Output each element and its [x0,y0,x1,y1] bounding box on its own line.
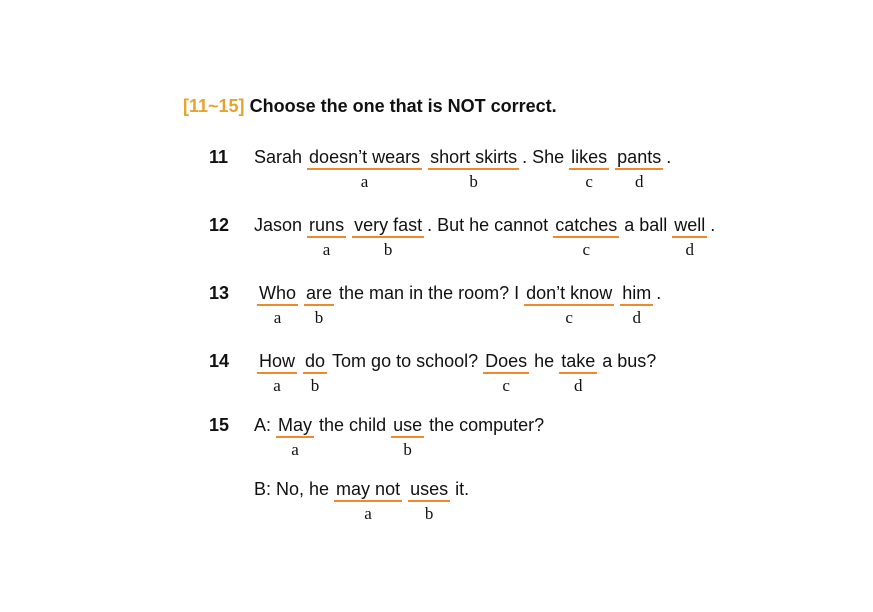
option-d [559,350,597,395]
option-d [620,282,653,327]
question-sentence [254,350,658,395]
underlined-phrase: don’t know [526,283,613,303]
underlined-phrase: Does [485,351,528,371]
underlined-phrase: likes [571,147,608,167]
sentence-text: Tom go to school? [332,351,479,371]
underlined-phrase: May [278,415,313,435]
question-sentence [254,414,546,459]
underlined-phrase: very fast [354,215,423,235]
option-b [428,146,519,191]
sentence-text: a ball [624,215,668,235]
underlined-phrase: use [393,415,423,435]
option-b [391,414,424,459]
option-d [672,214,707,259]
sentence-text: A: [254,415,272,435]
question-number: 14 [209,351,230,371]
sentence-text: . [666,147,672,167]
question-sentence [254,478,471,523]
underlined-phrase: well [674,215,706,235]
sentence-text: he [534,351,555,371]
option-a [276,414,314,459]
option-a [257,282,298,327]
option-c [553,214,619,259]
section-heading [183,96,557,117]
option-letter: a [273,308,282,327]
option-letter: a [364,504,372,523]
question-number: 12 [209,215,230,235]
underlined-phrase: Who [259,283,297,303]
underlined-phrase: pants [617,147,662,167]
option-letter: a [360,172,369,191]
question-number: 15 [209,415,230,435]
option-letter: b [383,240,393,259]
sentence-text: the computer? [429,415,545,435]
option-a [307,146,422,191]
question-range: [11~15] [183,96,245,116]
option-letter: c [585,172,593,191]
underlined-phrase: short skirts [430,147,518,167]
sentence-text: . [656,283,662,303]
sentence-text: B: No, he [254,479,330,499]
question-sentence [254,282,663,327]
option-letter: b [403,440,412,459]
question-number: 13 [209,283,230,303]
underlined-phrase: doesn’t wears [309,147,421,167]
underlined-phrase: him [622,283,652,303]
option-letter: a [273,376,281,395]
underlined-phrase: uses [410,479,449,499]
option-b [303,350,327,395]
question-sentence [254,214,717,259]
option-b [304,282,334,327]
sentence-text: Jason [254,215,303,235]
option-a [307,214,346,259]
option-b [408,478,450,523]
option-letter: d [685,240,695,259]
option-d [615,146,663,191]
underlined-phrase: catches [555,215,618,235]
underlined-phrase: How [259,351,296,371]
sentence-text: a bus? [602,351,657,371]
underlined-phrase: runs [309,215,345,235]
sentence-text: Sarah [254,147,303,167]
underlined-phrase: are [306,283,333,303]
option-letter: b [469,172,478,191]
sentence-text: . She [522,147,565,167]
option-letter: b [310,376,320,395]
option-letter: b [314,308,324,327]
sentence-text: the man in the room? I [339,283,520,303]
option-a [334,478,402,523]
option-a [257,350,297,395]
option-b [352,214,424,259]
question-number: 11 [209,147,229,167]
sentence-text: the child [319,415,387,435]
option-c [524,282,614,327]
option-letter: d [573,376,583,395]
option-letter: c [582,240,590,259]
option-letter: b [424,504,434,523]
option-c [569,146,609,191]
underlined-phrase: take [561,351,596,371]
option-letter: d [632,308,641,327]
underlined-phrase: do [305,351,326,371]
sentence-text: . But he cannot [427,215,549,235]
sentence-text: . [710,215,716,235]
option-letter: c [502,376,510,395]
option-letter: a [322,240,331,259]
question-sentence [254,146,673,191]
option-letter: a [291,440,299,459]
sentence-text: it. [455,479,470,499]
option-c [483,350,529,395]
option-letter: d [634,172,644,191]
option-letter: c [565,308,573,327]
underlined-phrase: may not [336,479,401,499]
instruction-text: Choose the one that is NOT correct. [249,96,557,116]
